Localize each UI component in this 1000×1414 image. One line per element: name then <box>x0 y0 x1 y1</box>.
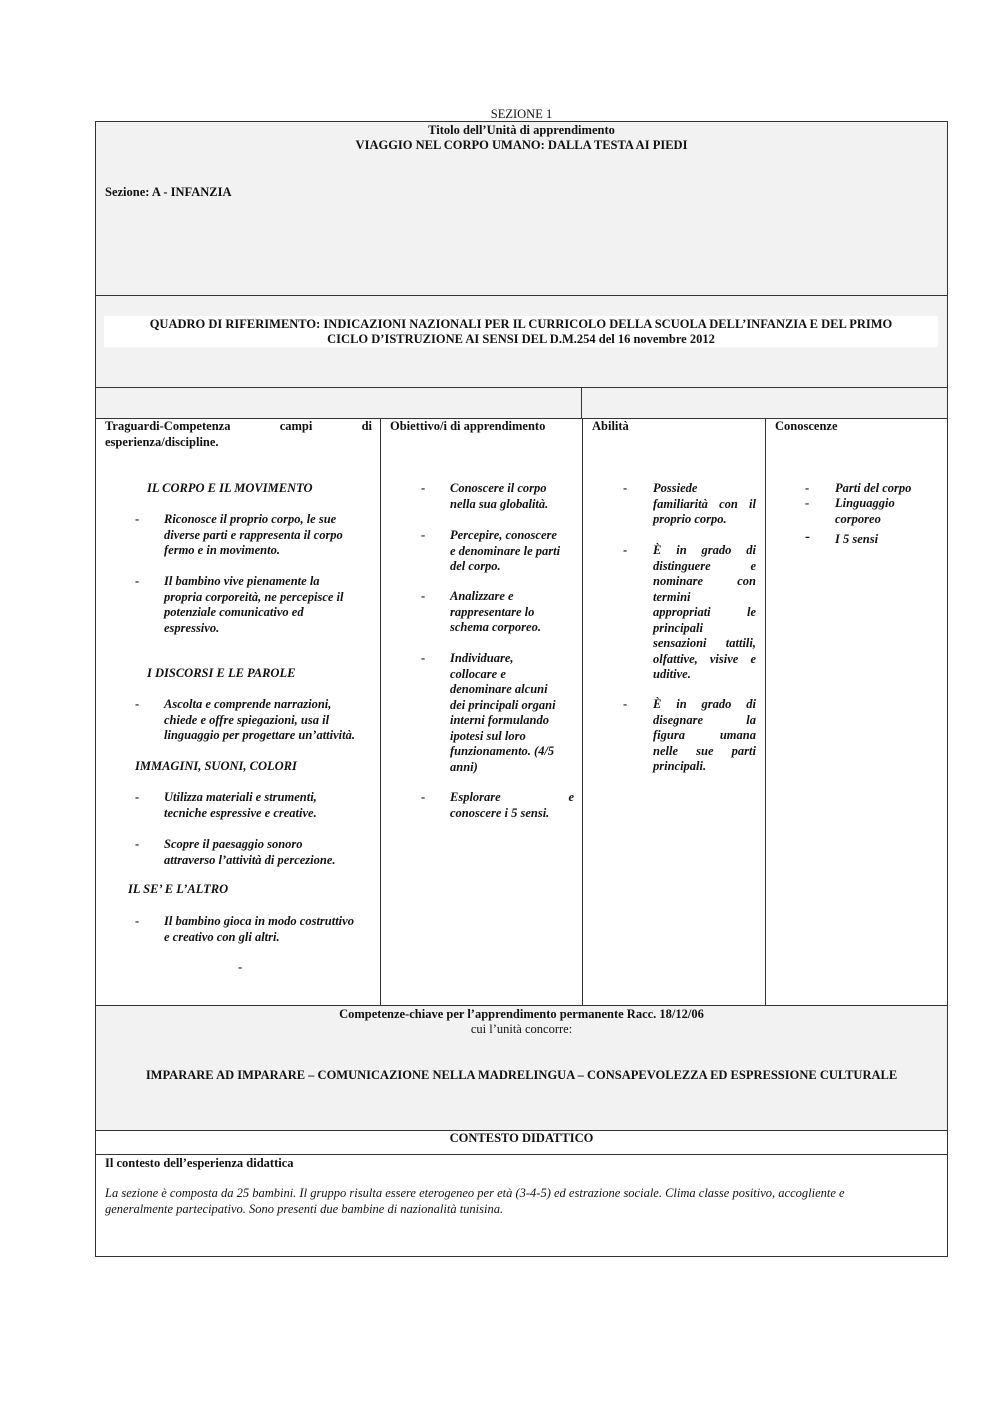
header-obiettivi: Obiettivo/i di apprendimento <box>390 419 546 433</box>
reference-line-2: CICLO D’ISTRUZIONE AI SENSI DEL D.M.254 del 16 novembre 2012 <box>327 332 715 346</box>
bullet-dash: - <box>623 481 628 495</box>
list-item: Scopre il paesaggio sonoro attraverso l’attività di percezione. <box>164 837 336 867</box>
reference-line-1: QUADRO DI RIFERIMENTO: INDICAZIONI NAZIONALI PER IL CURRICOLO DELLA SCUOLA DELL’INFANZIA E DEL PRIMO <box>149 317 893 331</box>
bullet-dash: - <box>421 481 426 495</box>
list-item: Il bambino vive pienamente la propria corporeità, ne percepisce il potenziale comunicativo ed espressivo. <box>164 574 344 635</box>
bullet-dash: - <box>421 790 426 804</box>
list-item: Linguaggio corporeo <box>835 496 895 526</box>
header-traguardi-2: esperienza/discipline. <box>105 435 219 449</box>
empty-row <box>96 388 947 418</box>
list-item: I 5 sensi <box>835 532 879 546</box>
unit-title-label: Titolo dell’Unità di apprendimento <box>428 123 615 137</box>
list-item: Individuare, collocare e denominare alcuni dei principali organi interni formulando ipotesi sul loro funzionamento. (4/5 anni) <box>450 651 556 774</box>
bullet-dash: - <box>421 528 426 542</box>
bullet-dash: - <box>421 651 426 665</box>
header-abilita: Abilità <box>592 419 629 433</box>
list-item: Conoscere il corpo nella sua globalità. <box>450 481 549 511</box>
column-divider <box>380 418 381 1005</box>
list-item: È in grado di disegnare la figura umana nelle sue parti principali. <box>653 697 756 773</box>
list-item: Utilizza materiali e strumenti, tecniche espressive e creative. <box>164 790 317 820</box>
bullet-dash: - <box>805 496 810 510</box>
list-item: Esplorare e conoscere i 5 sensi. <box>450 790 574 820</box>
column-divider <box>765 418 766 1005</box>
divider <box>96 1154 947 1155</box>
context-title: CONTESTO DIDATTICO <box>449 1131 594 1145</box>
competences-title: Competenze-chiave per l’apprendimento permanente Racc. 18/12/06 <box>339 1007 704 1021</box>
bullet-dash: - <box>135 914 140 928</box>
header-conoscenze: Conoscenze <box>775 419 838 433</box>
list-item: Riconosce il proprio corpo, le sue diverse parti e rappresenta il corpo fermo e in movimento. <box>164 512 343 557</box>
bullet-dash: - <box>135 512 140 526</box>
field-se-title: IL SE’ E L’ALTRO <box>128 882 229 896</box>
section-number: SEZIONE 1 <box>490 107 553 121</box>
competences-subtitle: cui l’unità concorre: <box>470 1022 573 1036</box>
bullet-dash: - <box>623 543 628 557</box>
context-label: Il contesto dell’esperienza didattica <box>105 1156 294 1170</box>
class-section: Sezione: A - INFANZIA <box>105 185 232 199</box>
list-item: Ascolta e comprende narrazioni, chiede e offre spiegazioni, usa il linguaggio per progettare un’attività. <box>164 697 355 742</box>
header-traguardi: Traguardi-Competenza campi di <box>105 419 372 433</box>
bullet-dash: - <box>805 481 810 495</box>
bullet-dash: - <box>135 574 140 588</box>
bullet-dash: - <box>135 837 140 851</box>
bullet-dash: - <box>805 529 810 545</box>
context-text: La sezione è composta da 25 bambini. Il gruppo risulta essere eterogeneo per età (3-4-5) ed estrazione sociale. Clima classe positivo, accogliente e generalmente partecipativo. Sono presenti due bambine di nazionalità tunisina. <box>105 1186 845 1216</box>
field-corpo-title: IL CORPO E IL MOVIMENTO <box>147 481 313 495</box>
list-item: Parti del corpo <box>835 481 912 495</box>
bullet-dash: - <box>135 697 140 711</box>
list-item: È in grado di distinguere e nominare con termini appropriati le principali sensazioni tattili, olfattive, visive e uditive. <box>653 543 756 681</box>
unit-title: VIAGGIO NEL CORPO UMANO: DALLA TESTA AI PIEDI <box>355 138 688 152</box>
list-item: Il bambino gioca in modo costruttivo e creativo con gli altri. <box>164 914 354 944</box>
field-discorsi-title: I DISCORSI E LE PAROLE <box>147 666 296 680</box>
divider <box>581 388 582 418</box>
trailing-dash: - <box>238 960 243 974</box>
bullet-dash: - <box>421 589 426 603</box>
field-immagini-title: IMMAGINI, SUONI, COLORI <box>135 759 297 773</box>
bullet-dash: - <box>135 790 140 804</box>
bullet-dash: - <box>623 697 628 711</box>
list-item: Percepire, conoscere e denominare le parti del corpo. <box>450 528 561 573</box>
column-divider <box>582 418 583 1005</box>
list-item: Possiede familiarità con il proprio corpo. <box>653 481 756 526</box>
list-item: Analizzare e rappresentare lo schema corporeo. <box>450 589 541 634</box>
competences-list: IMPARARE AD IMPARARE – COMUNICAZIONE NELLA MADRELINGUA – CONSAPEVOLEZZA ED ESPRESSIONE CULTURALE <box>145 1068 898 1082</box>
